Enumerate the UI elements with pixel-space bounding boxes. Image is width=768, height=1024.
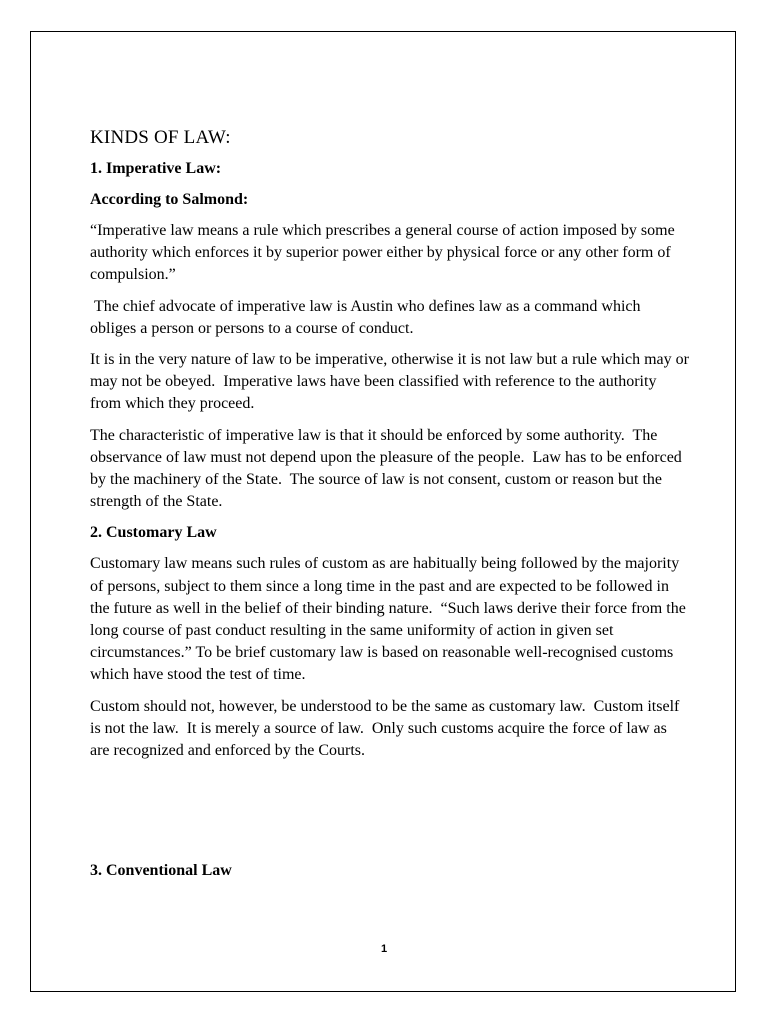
paragraph: The characteristic of imperative law is that it should be enforced by some authority. The observance of law must not depend upon the pleasure of the people. Law has to be enforced by the machinery of the State. The source of law is not consent, custom or reason but the strength of the State.: [90, 426, 686, 511]
page-number: 1: [380, 943, 388, 955]
section-heading: 1. Imperative Law:: [90, 160, 222, 177]
spacer: [90, 771, 690, 860]
paragraph: Customary law means such rules of custom as are habitually being followed by the majority of persons, subject to them since a long time in the past and are expected to be followed in the future as well in the belief of their binding nature. “Such laws derive their force from the long course of past conduct resulting in the same uniformity of action in given set circumstances.” To be brief customary law is based on reasonable well-recognised customs which have stood the test of time.: [90, 555, 690, 684]
document-title: KINDS OF LAW:: [90, 127, 231, 148]
paragraph: The chief advocate of imperative law is Austin who defines law as a command which obliges a person or persons to a course of conduct.: [90, 297, 645, 337]
section-customary-law: [90, 522, 690, 762]
paragraph: It is in the very nature of law to be imperative, otherwise it is not law but a rule which may or may not be obeyed. Imperative laws have been classified with reference to the authority from which they proceed.: [90, 351, 693, 413]
paragraph: “Imperative law means a rule which prescribes a general course of action imposed by some authority which enforces it by superior power either by physical force or any other form of compulsion.”: [90, 222, 679, 284]
section-subheading: According to Salmond:: [90, 191, 249, 208]
section-imperative-law: [90, 158, 693, 513]
document-body: [90, 124, 693, 891]
paragraph: Custom should not, however, be understood to be the same as customary law. Custom itself is not the law. It is merely a source of law. Only such customs acquire the force of law as are recognized and enforced by the Courts.: [90, 697, 684, 760]
section-conventional-law: [90, 860, 690, 882]
section-heading: 2. Customary Law: [90, 524, 217, 542]
section-heading: 3. Conventional Law: [90, 862, 232, 880]
